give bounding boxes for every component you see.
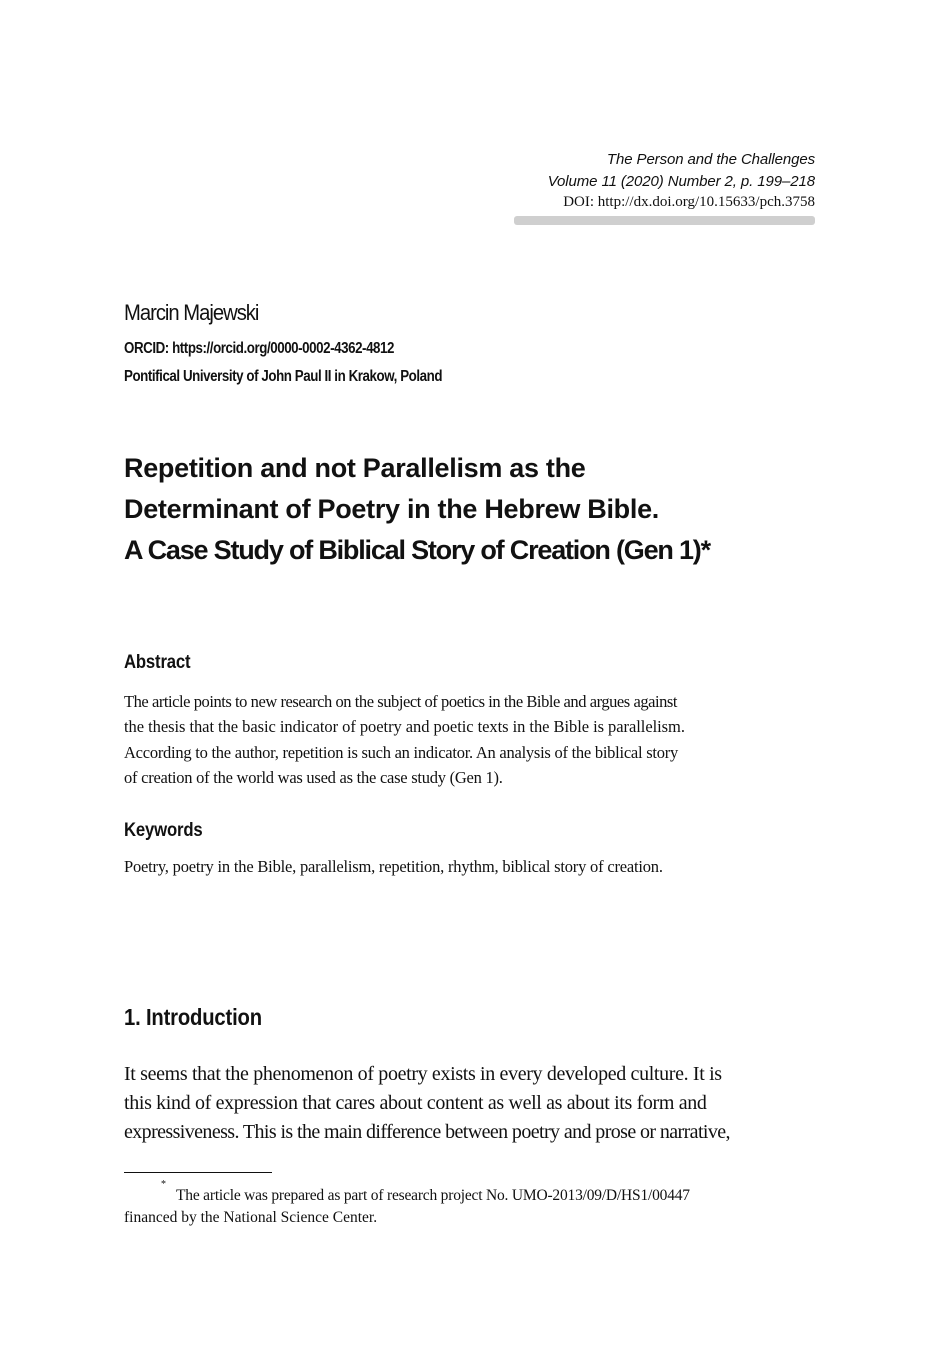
abstract-line: the thesis that the basic indicator of poetry and poetic texts in the Bible is parallelism. xyxy=(124,717,685,737)
journal-volume: Volume 11 (2020) Number 2, p. 199–218 xyxy=(547,172,815,190)
footnote-line: financed by the National Science Center. xyxy=(124,1209,378,1226)
abstract-line: The article points to new research on the subject of poetics in the Bible and argues against xyxy=(124,692,678,711)
abstract-line: of creation of the world was used as the case study (Gen 1). xyxy=(124,767,503,787)
journal-doi: DOI: http://dx.doi.org/10.15633/pch.3758 xyxy=(563,194,815,210)
author-orcid: ORCID: https://orcid.org/0000-0002-4362-4812 xyxy=(124,340,394,357)
abstract-line: According to the author, repetition is such an indicator. An analysis of the biblical story xyxy=(124,742,678,762)
footnote xyxy=(124,1185,815,1229)
footnote-line: The article was prepared as part of research project No. UMO-2013/09/D/HS1/00447 xyxy=(176,1187,690,1204)
title-line: Determinant of Poetry in the Hebrew Bible. xyxy=(124,494,659,524)
author-name: Marcin Majewski xyxy=(124,300,259,325)
introduction-line: expressiveness. This is the main difference between poetry and prose or narrative, xyxy=(124,1121,730,1143)
introduction-body xyxy=(124,1060,815,1147)
journal-name: The Person and the Challenges xyxy=(606,151,815,168)
abstract-heading: Abstract xyxy=(124,652,191,673)
footnote-rule xyxy=(124,1172,272,1173)
introduction-line: this kind of expression that cares about content as well as about its form and xyxy=(124,1092,707,1114)
paper-title xyxy=(124,448,844,571)
journal-header xyxy=(548,149,815,214)
title-line: A Case Study of Biblical Story of Creation (Gen 1)* xyxy=(124,535,710,565)
abstract-body xyxy=(124,689,815,790)
journal-header-bar xyxy=(514,216,815,225)
keywords-heading: Keywords xyxy=(124,820,203,841)
introduction-line: It seems that the phenomenon of poetry exists in every developed culture. It is xyxy=(124,1063,722,1085)
title-line: Repetition and not Parallelism as the xyxy=(124,453,586,483)
introduction-heading: 1. Introduction xyxy=(124,1004,262,1030)
author-affiliation: Pontifical University of John Paul II in Krakow, Poland xyxy=(124,368,443,385)
keywords-text: Poetry, poetry in the Bible, parallelism, repetition, rhythm, biblical story of creation. xyxy=(124,857,663,876)
footnote-marker: * xyxy=(161,1179,166,1190)
